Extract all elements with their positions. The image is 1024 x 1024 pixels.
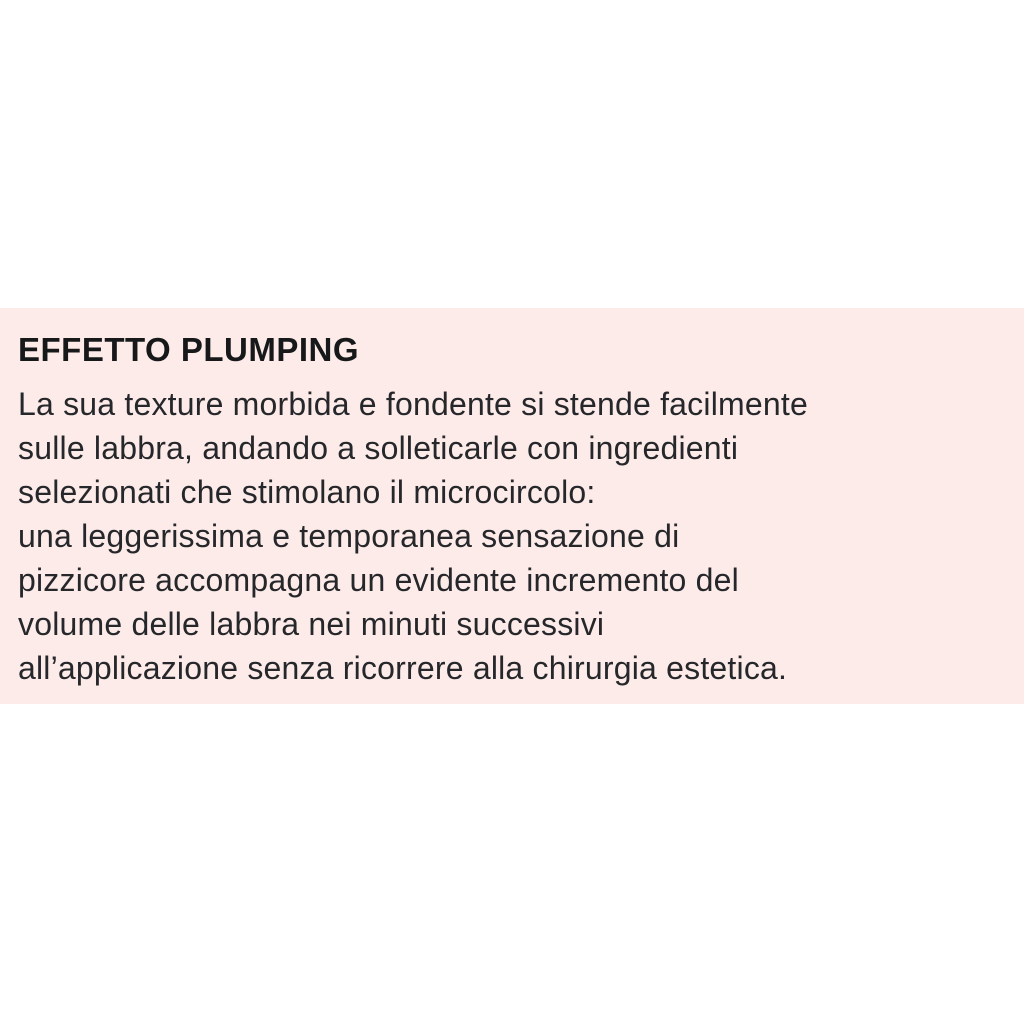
description-paragraph	[18, 382, 1010, 690]
description-line: una leggerissima e temporanea sensazione di	[18, 517, 680, 554]
description-line: La sua texture morbida e fondente si stende facilmente	[18, 385, 808, 422]
section-heading: EFFETTO PLUMPING	[18, 331, 360, 368]
description-line: pizzicore accompagna un evidente incremento del	[18, 561, 739, 598]
description-line: sulle labbra, andando a solleticarle con ingredienti	[18, 429, 739, 466]
description-line: volume delle labbra nei minuti successivi	[18, 605, 605, 642]
product-description-panel	[0, 308, 1024, 704]
description-line: all’applicazione senza ricorrere alla chirurgia estetica.	[18, 649, 788, 686]
description-line: selezionati che stimolano il microcircolo:	[18, 473, 596, 510]
